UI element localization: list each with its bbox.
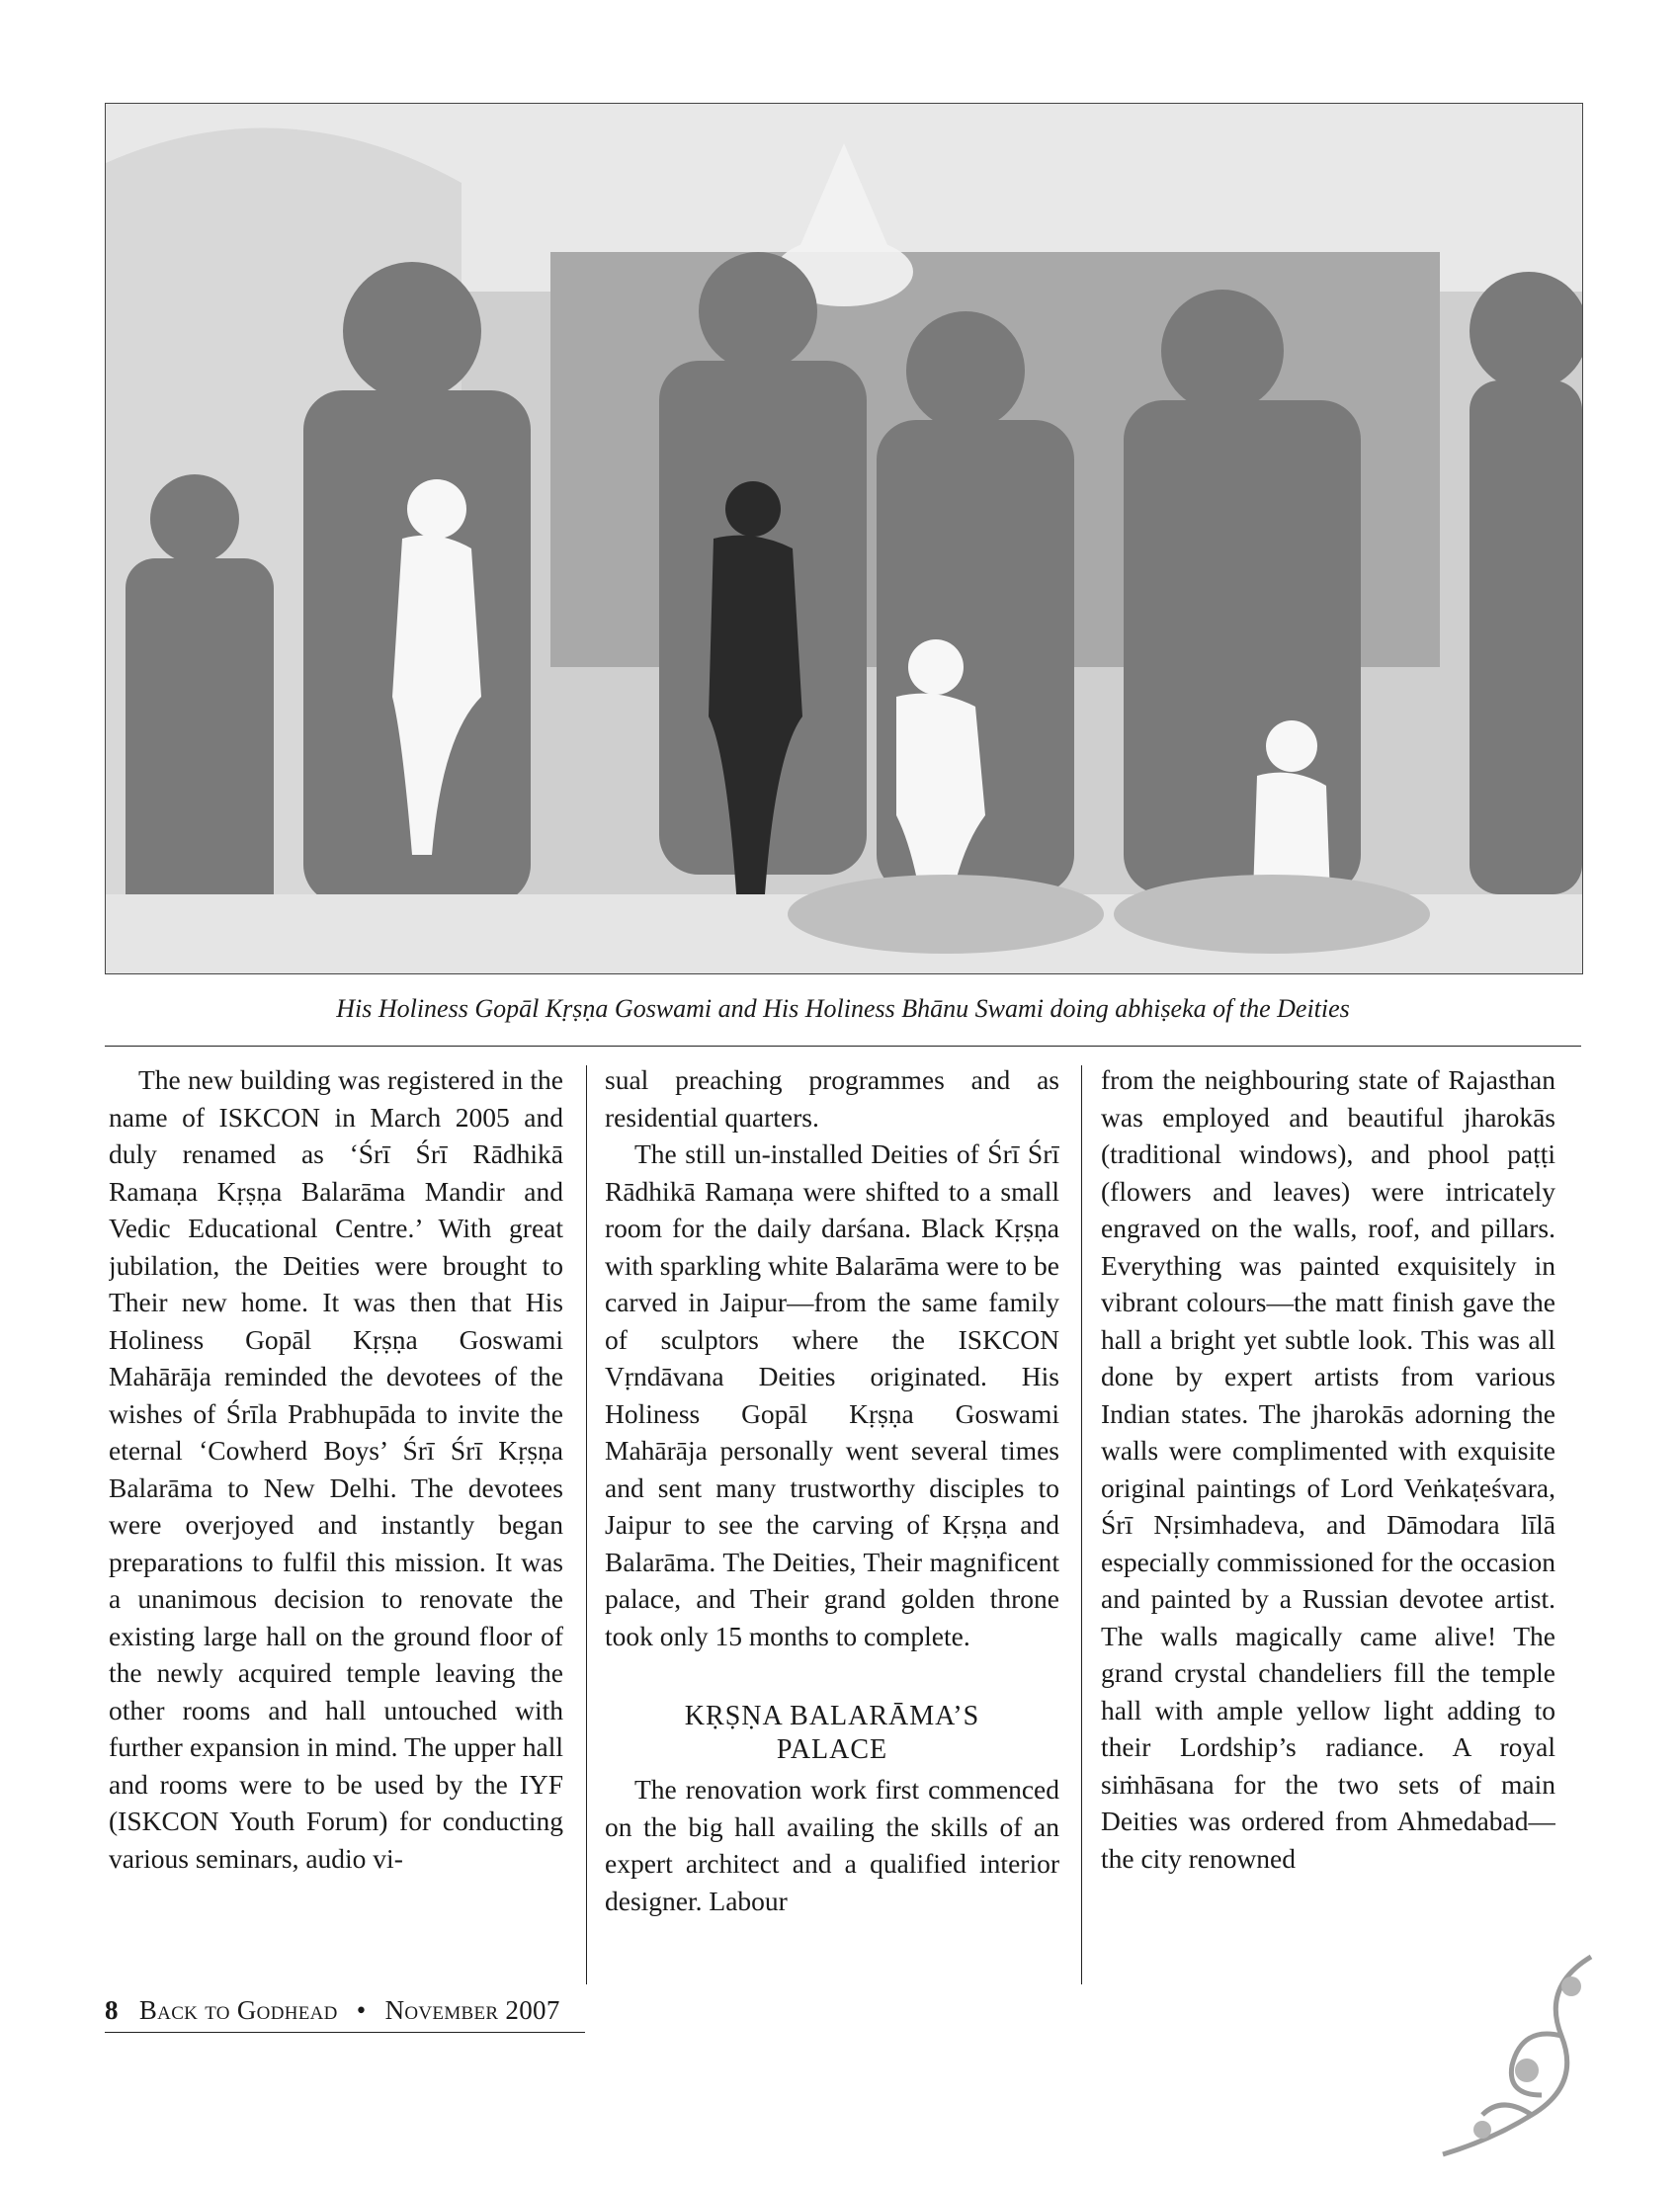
column-3-paragraph: from the neighbouring state of Rajasthan was employed and beautiful jharokās (traditional windows), and phool paṭṭi (flowers and leaves) were intricately engraved on the walls, roof, and pillars. Everything was painted exquisitely in vibrant colours—the matt finish gave the hall a bright yet subtle look. This was all done by expert artists from various Indian states. The jharokās adorning the walls were complimented with exquisite original paintings of Lord Veṅkaṭeśvara, Śrī Nṛsimhadeva, and Dāmodara līlā especially commissioned for the occasion and painted by a Russian devotee artist. The walls magically came alive! The grand crystal chandeliers fill the temple hall with ample yellow light adding to their Lordship’s radiance. A royal siṁhāsana for the two sets of main Deities was ordered from Ahmedabad—the city renowned <box>1101 1064 1555 1874</box>
magazine-title: Back to Godhead <box>138 1995 338 2025</box>
footer-separator: • <box>356 1995 367 2025</box>
column-2-paragraph-2: The still un-installed Deities of Śrī Śrī Rādhikā Ramaṇa were shifted to a small room for the daily darśana. Black Kṛṣṇa with sparkling white Balarāma were to be carved in Jaipur—from the same family of sculptors where the ISKCON Vṛndāvana Deities originated. His Holiness Gopāl Kṛṣṇa Goswami Mahārāja personally went several times and sent many trustworthy disciples to Jaipur to see the carving of Kṛṣṇa and Balarāma. The Deities, Their magnificent palace, and Their grand golden throne took only 15 months to complete. <box>605 1138 1059 1651</box>
temple-abhiseka-photo-icon <box>106 104 1582 973</box>
column-1-paragraph: The new building was registered in the name of ISKCON in March 2005 and duly renamed as ‘Śrī Śrī Rādhikā Ramaṇa Kṛṣṇa Balarāma Mandir and Vedic Educational Centre.’ With great jubilation, the Deities were brought to Their new home. It was then that His Holiness Gopāl Kṛṣṇa Goswami Mahārāja reminded the devotees of the wishes of Śrīla Prabhupāda to invite the eternal ‘Cowherd Boys’ Śrī Śrī Kṛṣṇa Balarāma to New Delhi. The devotees were overjoyed and instantly began preparations to fulfil this mission. It was a unanimous decision to renovate the existing large hall on the ground floor of the newly acquired temple leaving the other rooms and hall untouched with further expansion in mind. The upper hall and rooms were to be used by the IYF (ISKCON Youth Forum) for conducting various seminars, audio vi- <box>109 1064 563 1874</box>
footer-rule <box>105 2032 585 2033</box>
text-column-3 <box>1101 1061 1555 1986</box>
deities-abhiseka-photo <box>105 103 1583 974</box>
column-divider-1 <box>586 1065 587 1984</box>
text-column-1 <box>109 1061 563 1986</box>
subheading-line-1: KṚṢṆA BALARĀMA’S <box>684 1701 980 1731</box>
section-subheading <box>605 1700 1059 1767</box>
issue-date: November 2007 <box>384 1995 560 2025</box>
caption-divider <box>105 1046 1581 1047</box>
page-footer <box>105 1994 560 2026</box>
floral-corner-ornament-icon <box>1423 1947 1601 2164</box>
column-divider-2 <box>1081 1065 1082 1984</box>
text-column-2 <box>605 1061 1059 1986</box>
column-2-paragraph-1: sual preaching programmes and as residential quarters. <box>605 1064 1059 1133</box>
photo-caption: His Holiness Gopāl Kṛṣṇa Goswami and His Holiness Bhānu Swami doing abhiṣeka of the Deities <box>336 994 1350 1023</box>
page-number: 8 <box>105 1995 119 2025</box>
subheading-line-2: PALACE <box>776 1734 888 1765</box>
column-2-paragraph-3: The renovation work first commenced on the big hall availing the skills of an expert architect and a qualified interior designer. Labour <box>605 1774 1059 1916</box>
